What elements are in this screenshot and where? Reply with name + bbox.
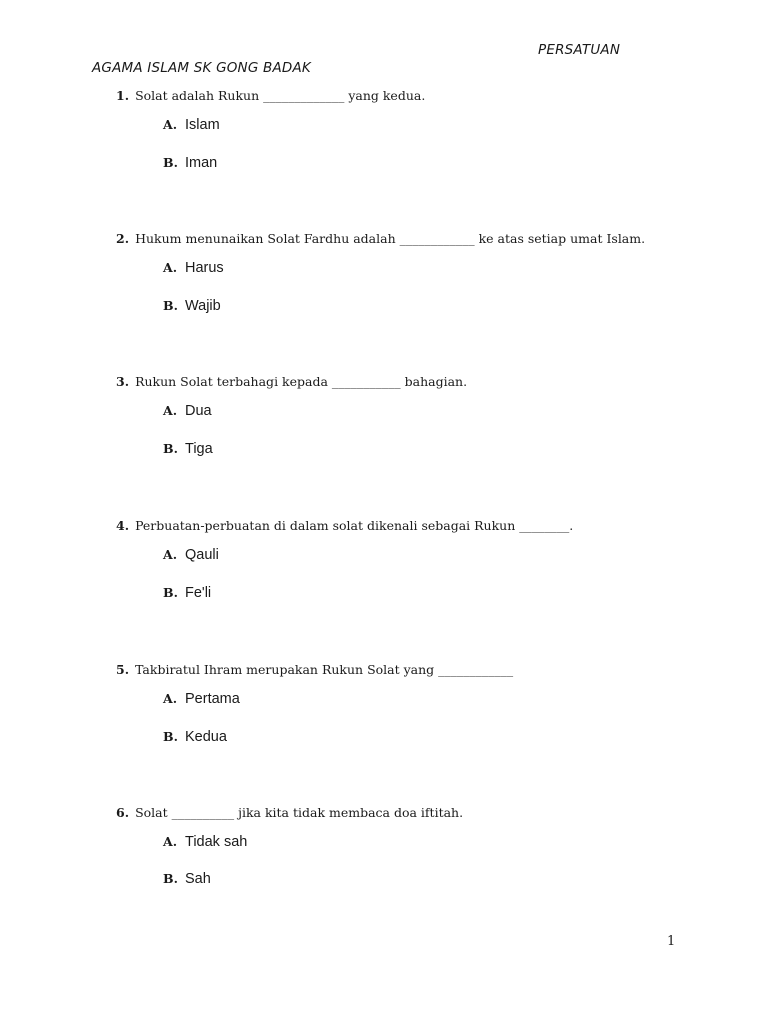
option-b [163, 728, 227, 746]
option-text: Islam [185, 117, 220, 133]
option-a [163, 402, 212, 420]
option-letter: B. [163, 155, 178, 170]
option-letter: A. [163, 117, 178, 132]
question-stem [116, 662, 736, 678]
option-text: Sah [185, 871, 211, 887]
question-6 [116, 805, 736, 887]
question-4 [116, 518, 736, 601]
option-letter: A. [163, 547, 178, 562]
option-letter: A. [163, 691, 178, 706]
question-text: Hukum menunaikan Solat Fardhu adalah ____________ ke atas setiap umat Islam. [135, 231, 646, 246]
option-text: Wajib [185, 298, 221, 314]
option-b [163, 870, 211, 888]
option-text: Kedua [185, 729, 227, 745]
question-number: 4. [116, 518, 130, 533]
question-1 [116, 88, 736, 171]
question-number: 6. [116, 805, 130, 820]
option-text: Harus [185, 260, 224, 276]
option-letter: B. [163, 871, 178, 886]
option-b [163, 297, 221, 315]
question-text: Solat __________ jika kita tidak membaca doa iftitah. [135, 805, 464, 820]
question-number: 2. [116, 231, 130, 246]
option-b [163, 440, 213, 458]
question-stem [116, 518, 736, 534]
header-title-line-1: PERSATUAN [538, 42, 621, 58]
question-text: Takbiratul Ihram merupakan Rukun Solat yang ____________ [135, 662, 514, 677]
option-a [163, 690, 240, 708]
option-a [163, 259, 224, 277]
question-stem [116, 374, 736, 390]
option-text: Pertama [185, 691, 240, 707]
option-text: Fe'li [185, 585, 212, 601]
option-text: Dua [185, 403, 212, 419]
question-number: 1. [116, 88, 130, 103]
option-letter: A. [163, 260, 178, 275]
option-text: Iman [185, 155, 218, 171]
option-a [163, 833, 247, 851]
option-b [163, 154, 217, 172]
option-letter: A. [163, 403, 178, 418]
question-text: Solat adalah Rukun _____________ yang kedua. [135, 88, 426, 103]
option-text: Qauli [185, 547, 219, 563]
option-letter: A. [163, 834, 178, 849]
option-letter: B. [163, 298, 178, 313]
question-text: Rukun Solat terbahagi kepada ___________ bahagian. [135, 374, 468, 389]
question-text: Perbuatan-perbuatan di dalam solat dikenali sebagai Rukun ________. [135, 518, 574, 533]
question-5 [116, 662, 736, 745]
option-text: Tiga [185, 441, 213, 457]
option-letter: B. [163, 729, 178, 744]
question-2 [116, 231, 736, 314]
option-letter: B. [163, 585, 178, 600]
page-number: 1 [667, 934, 676, 949]
question-3 [116, 374, 736, 457]
header-title-line-2: AGAMA ISLAM SK GONG BADAK [92, 60, 311, 76]
question-number: 5. [116, 662, 130, 677]
option-a [163, 546, 219, 564]
option-b [163, 584, 211, 602]
question-number: 3. [116, 374, 130, 389]
question-stem [116, 231, 736, 247]
option-text: Tidak sah [185, 834, 248, 850]
option-a [163, 116, 220, 134]
option-letter: B. [163, 441, 178, 456]
question-stem [116, 88, 736, 104]
question-stem [116, 805, 736, 821]
